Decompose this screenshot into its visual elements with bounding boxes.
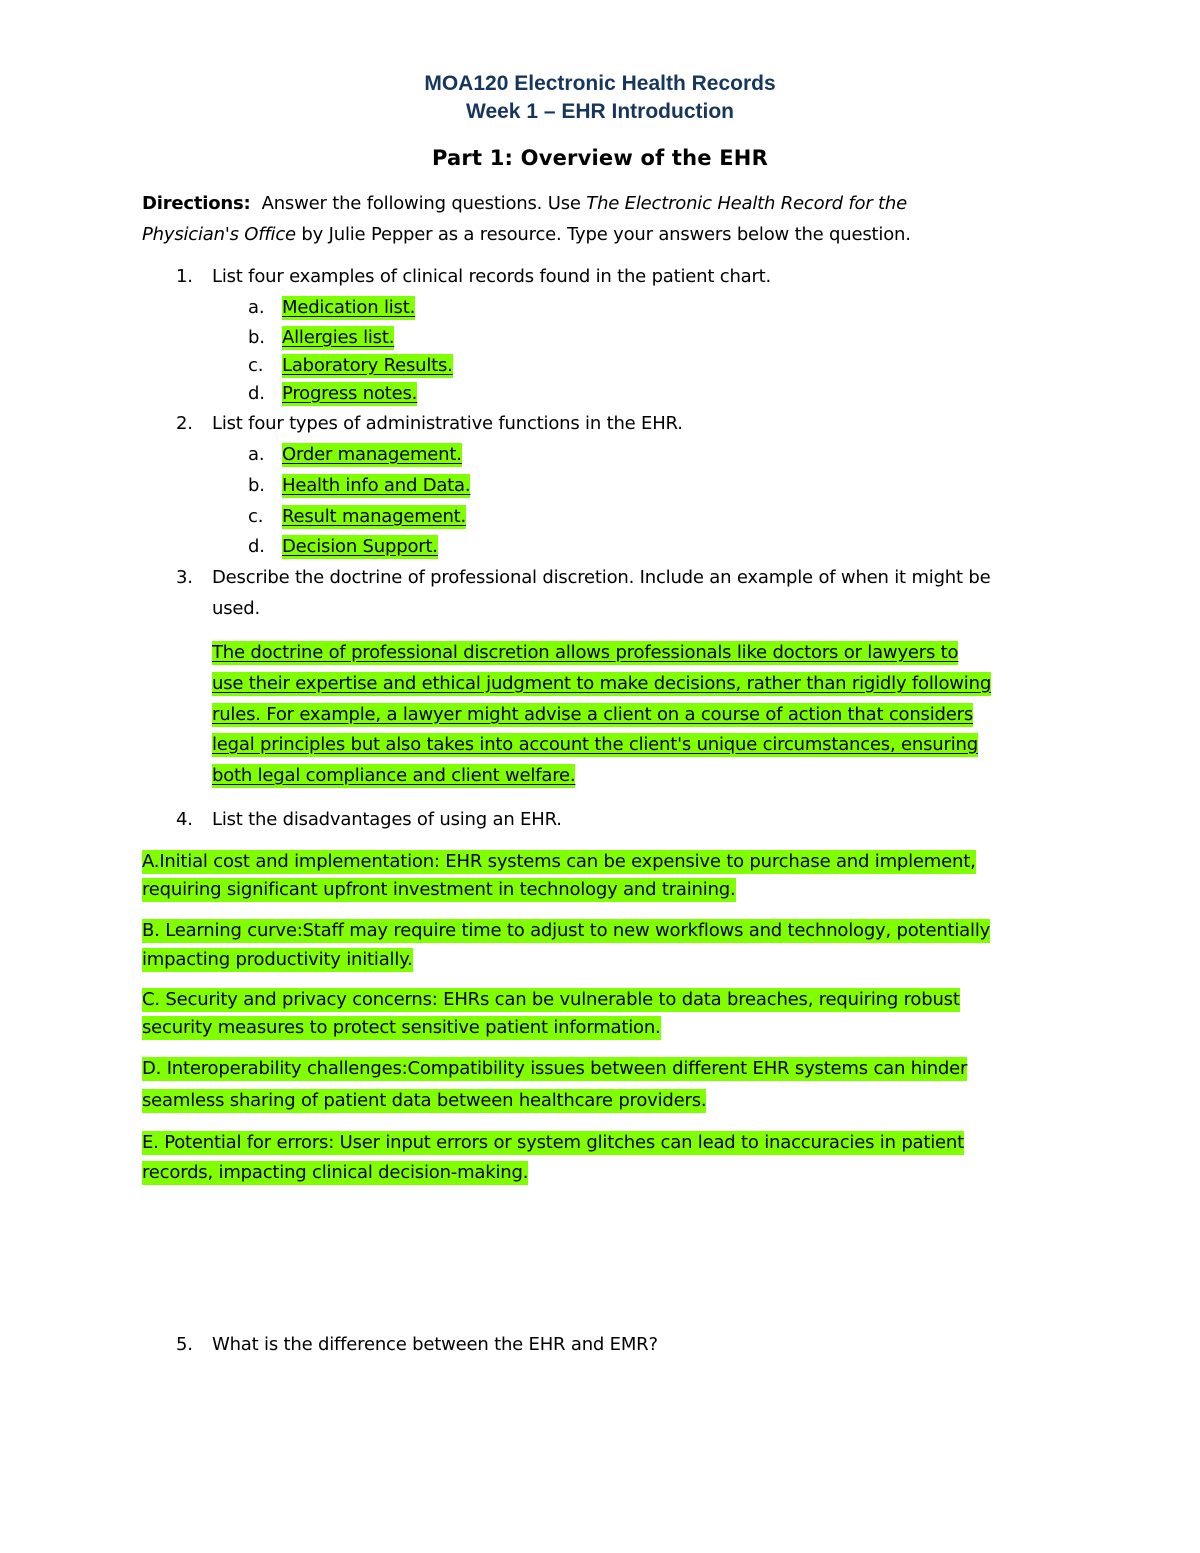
q1-answer-c: Laboratory Results. xyxy=(282,355,453,376)
question-5-number: 5. xyxy=(176,1334,193,1355)
q4-answer-b-line-1-text: B. Learning curve:Staff may require time to adjust to new workflows and technology, potentially xyxy=(142,920,991,941)
q4-answer-c-line-1-text: C. Security and privacy concerns: EHRs can be vulnerable to data breaches, requiring robust xyxy=(142,989,960,1010)
q4-answer-d-line-2 xyxy=(142,1090,706,1111)
q2-answer-b-marker: b. xyxy=(248,475,265,496)
q2-answer-b: Health info and Data. xyxy=(282,475,471,496)
list-item xyxy=(282,355,453,376)
q4-answer-c-line-2-text: security measures to protect sensitive patient information. xyxy=(142,1017,661,1038)
list-item xyxy=(282,506,466,527)
q3-answer-line xyxy=(212,734,978,755)
q4-answer-d-line-1 xyxy=(142,1058,967,1079)
list-item xyxy=(282,383,417,404)
q2-answer-c-marker: c. xyxy=(248,506,264,527)
q3-answer-line xyxy=(212,673,991,694)
q4-answer-c-line-1 xyxy=(142,989,960,1010)
question-3-text-line-2: used. xyxy=(212,598,261,619)
directions-line-2 xyxy=(142,224,911,245)
q2-answer-d-marker: d. xyxy=(248,536,265,557)
directions-text-2: by Julie Pepper as a resource. Type your answers below the question. xyxy=(295,224,911,245)
question-1-text: List four examples of clinical records found in the patient chart. xyxy=(212,266,772,287)
directions-line-1 xyxy=(142,193,907,214)
q1-answer-b-marker: b. xyxy=(248,327,265,348)
directions-text-1: Answer the following questions. Use xyxy=(261,193,587,214)
list-item xyxy=(282,297,415,318)
q4-answer-c-line-2 xyxy=(142,1017,661,1038)
question-2-number: 2. xyxy=(176,413,193,434)
q1-answer-b: Allergies list. xyxy=(282,327,395,348)
q4-answer-a-line-1-text: A.Initial cost and implementation: EHR systems can be expensive to purchase and implement, xyxy=(142,851,976,872)
course-title: MOA120 Electronic Health Records xyxy=(424,72,776,95)
q3-answer-line-4: legal principles but also takes into account the client's unique circumstances, ensuring xyxy=(212,734,978,755)
q2-answer-c: Result management. xyxy=(282,506,467,527)
question-2-text: List four types of administrative functions in the EHR. xyxy=(212,413,683,434)
list-item xyxy=(282,475,470,496)
q4-answer-b-line-1 xyxy=(142,920,990,941)
q3-answer-line-1: The doctrine of professional discretion allows professionals like doctors or lawyers to xyxy=(212,642,959,663)
week-title: Week 1 – EHR Introduction xyxy=(466,100,734,123)
q4-answer-d-line-2-text: seamless sharing of patient data between healthcare providers. xyxy=(142,1090,707,1111)
q4-answer-d-line-1-text: D. Interoperability challenges:Compatibility issues between different EHR systems can hinder xyxy=(142,1058,968,1079)
q4-answer-a-line-2 xyxy=(142,879,736,900)
q4-answer-e-line-1-text: E. Potential for errors: User input errors or system glitches can lead to inaccuracies in patient xyxy=(142,1132,964,1153)
list-item xyxy=(282,536,438,557)
q1-answer-d-marker: d. xyxy=(248,383,265,404)
q4-answer-a-line-1 xyxy=(142,851,976,872)
q2-answer-a: Order management. xyxy=(282,444,462,465)
question-4-number: 4. xyxy=(176,809,193,830)
q4-answer-e-line-2 xyxy=(142,1162,528,1183)
q4-answer-b-line-2 xyxy=(142,949,413,970)
q3-answer-line xyxy=(212,765,575,786)
q4-answer-e-line-2-text: records, impacting clinical decision-making. xyxy=(142,1162,529,1183)
q1-answer-d: Progress notes. xyxy=(282,383,418,404)
q4-answer-a-line-2-text: requiring significant upfront investment in technology and training. xyxy=(142,879,736,900)
q3-answer-line-3: rules. For example, a lawyer might advise a client on a course of action that considers xyxy=(212,704,974,725)
q2-answer-a-marker: a. xyxy=(248,444,265,465)
q4-answer-e-line-1 xyxy=(142,1132,964,1153)
list-item xyxy=(282,444,462,465)
q3-answer-line-5: both legal compliance and client welfare. xyxy=(212,765,576,786)
question-5-text: What is the difference between the EHR and EMR? xyxy=(212,1334,658,1355)
question-3-text-line-1: Describe the doctrine of professional discretion. Include an example of when it might be xyxy=(212,567,991,588)
q1-answer-a: Medication list. xyxy=(282,297,416,318)
question-1-number: 1. xyxy=(176,266,193,287)
q1-answer-a-marker: a. xyxy=(248,297,265,318)
q3-answer-line-2: use their expertise and ethical judgment to make decisions, rather than rigidly following xyxy=(212,673,992,694)
part-title: Part 1: Overview of the EHR xyxy=(432,146,768,170)
q3-answer-line xyxy=(212,704,973,725)
question-3-number: 3. xyxy=(176,567,193,588)
question-4-text: List the disadvantages of using an EHR. xyxy=(212,809,562,830)
book-title-1: The Electronic Health Record for the xyxy=(586,193,908,214)
q1-answer-c-marker: c. xyxy=(248,355,264,376)
q3-answer-line xyxy=(212,642,958,663)
q4-answer-b-line-2-text: impacting productivity initially. xyxy=(142,949,413,970)
list-item xyxy=(282,327,394,348)
q2-answer-d: Decision Support. xyxy=(282,536,438,557)
book-title-2: Physician's Office xyxy=(142,224,296,245)
directions-label: Directions: xyxy=(142,193,251,214)
